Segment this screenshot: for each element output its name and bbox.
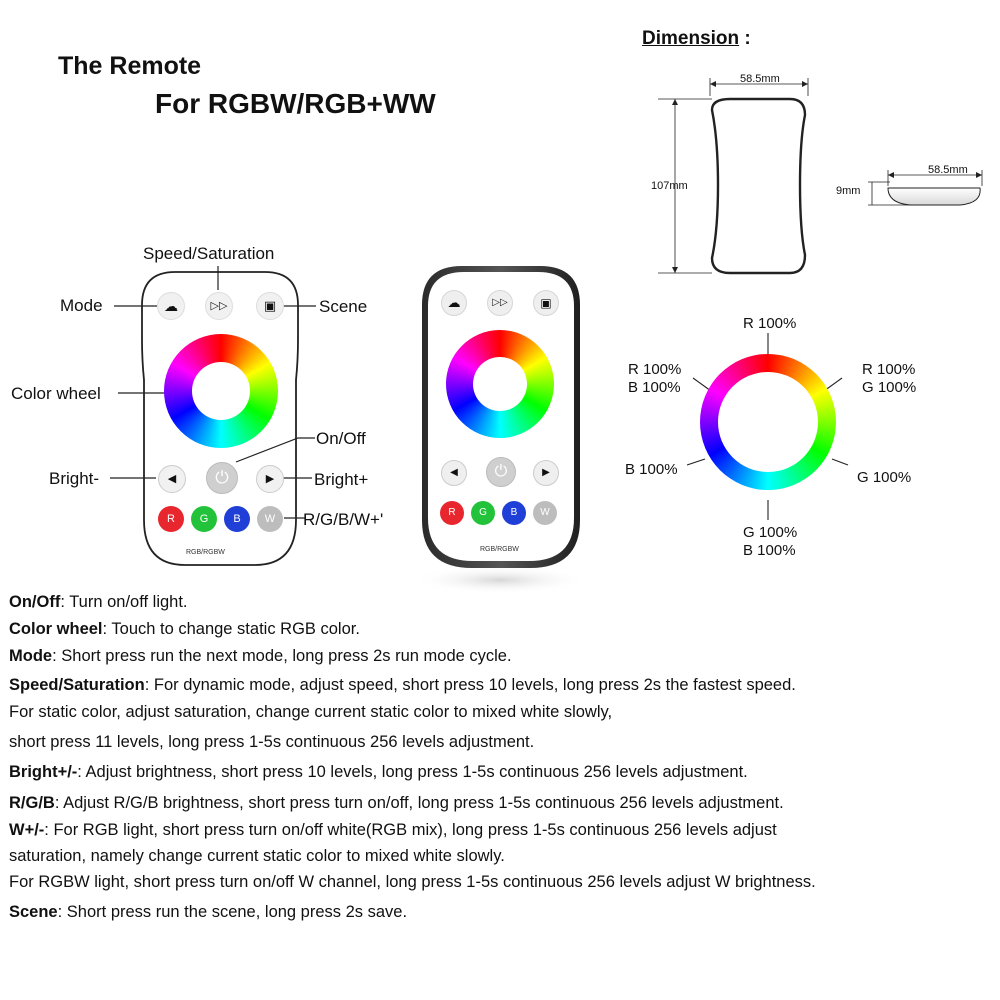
white-button[interactable]: W bbox=[257, 506, 283, 532]
dim-thickness: 9mm bbox=[836, 185, 861, 197]
color-wheel[interactable] bbox=[164, 334, 278, 448]
red-button[interactable]: R bbox=[158, 506, 184, 532]
dimension-title: Dimension : bbox=[642, 28, 751, 49]
photo-model-label: RGB/RGBW bbox=[480, 546, 519, 553]
dim-height: 107mm bbox=[651, 180, 688, 192]
desc-rgb: R/G/B: Adjust R/G/B brightness, short press turn on/off, long press 1-5s continuous 256 levels adjustment. bbox=[9, 794, 784, 812]
color-ring bbox=[700, 354, 836, 490]
callout-scene: Scene bbox=[319, 297, 368, 316]
callout-onoff: On/Off bbox=[316, 429, 366, 448]
photo-white: W bbox=[533, 501, 557, 525]
callout-bright-minus: Bright- bbox=[49, 469, 100, 488]
photo-onoff: ⏻ bbox=[486, 457, 516, 487]
mode-icon: ☁ bbox=[164, 298, 178, 314]
model-label: RGB/RGBW bbox=[186, 549, 225, 556]
desc-color-wheel: Color wheel: Touch to change static RGB color. bbox=[9, 620, 360, 638]
power-icon: ⏻ bbox=[215, 468, 229, 487]
callout-bright-plus: Bright+ bbox=[314, 470, 369, 489]
color-wheel-photo bbox=[446, 330, 554, 438]
bright-plus-button[interactable] bbox=[256, 465, 284, 493]
desc-onoff: On/Off: Turn on/off light. bbox=[9, 593, 188, 611]
callout-mode: Mode bbox=[60, 296, 103, 315]
blue-button[interactable]: B bbox=[224, 506, 250, 532]
desc-w-3: For RGBW light, short press turn on/off W channel, long press 1-5s continuous 256 levels adjust W brightness. bbox=[9, 873, 816, 891]
ring-label-left: B 100% bbox=[625, 461, 678, 478]
desc-w-2: saturation, namely change current static color to mixed white slowly. bbox=[9, 847, 505, 865]
speed-saturation-button[interactable] bbox=[205, 292, 233, 320]
ring-label-top: R 100% bbox=[743, 315, 797, 332]
photo-blue: B bbox=[502, 501, 526, 525]
desc-scene: Scene: Short press run the scene, long press 2s save. bbox=[9, 903, 408, 921]
fast-forward-icon: ▷▷ bbox=[210, 300, 228, 312]
mode-button[interactable] bbox=[157, 292, 185, 320]
desc-speed-saturation-2: For static color, adjust saturation, change current static color to mixed white slowly, bbox=[9, 703, 613, 721]
desc-bright: Bright+/-: Adjust brightness, short press 10 levels, long press 1-5s continuous 256 levels adjustment. bbox=[9, 763, 748, 781]
ring-label-bottom: G 100% B 100% bbox=[743, 524, 798, 559]
desc-speed-saturation-3: short press 11 levels, long press 1-5s continuous 256 levels adjustment. bbox=[9, 733, 535, 751]
desc-speed-saturation: Speed/Saturation: For dynamic mode, adjust speed, short press 10 levels, long press 2s the fastest speed. bbox=[9, 676, 796, 694]
ring-label-top-left: R 100% B 100% bbox=[628, 361, 682, 396]
page-title: The Remote bbox=[58, 52, 202, 80]
left-arrow-icon: ◀ bbox=[167, 473, 177, 485]
save-icon: ▣ bbox=[263, 298, 277, 313]
photo-speed-button: ▷▷ bbox=[487, 290, 513, 316]
scene-button[interactable] bbox=[256, 292, 284, 320]
photo-red: R bbox=[440, 501, 464, 525]
desc-w: W+/-: For RGB light, short press turn on/off white(RGB mix), long press 1-5s continuous 256 levels adjust bbox=[9, 821, 777, 839]
dim-width-side: 58.5mm bbox=[928, 164, 968, 176]
desc-mode: Mode: Short press run the next mode, long press 2s run mode cycle. bbox=[9, 647, 512, 665]
callout-rgbw: R/G/B/W+' bbox=[303, 510, 384, 529]
dimension-drawing-front bbox=[658, 78, 808, 273]
photo-green: G bbox=[471, 501, 495, 525]
dim-width-top: 58.5mm bbox=[740, 73, 780, 85]
onoff-button[interactable] bbox=[206, 462, 238, 494]
right-arrow-icon: ▶ bbox=[265, 473, 275, 485]
green-button[interactable]: G bbox=[191, 506, 217, 532]
photo-scene-button: ▣ bbox=[533, 290, 559, 316]
photo-bright-plus: ▶ bbox=[533, 460, 559, 486]
bright-minus-button[interactable] bbox=[158, 465, 186, 493]
callout-color-wheel: Color wheel bbox=[11, 384, 101, 403]
photo-bright-minus: ◀ bbox=[441, 460, 467, 486]
page-subtitle: For RGBW/RGB+WW bbox=[155, 88, 436, 119]
ring-label-right: G 100% bbox=[857, 469, 912, 486]
ring-label-top-right: R 100% G 100% bbox=[862, 361, 917, 396]
callout-speed-saturation: Speed/Saturation bbox=[143, 244, 275, 263]
photo-mode-button: ☁ bbox=[441, 290, 467, 316]
